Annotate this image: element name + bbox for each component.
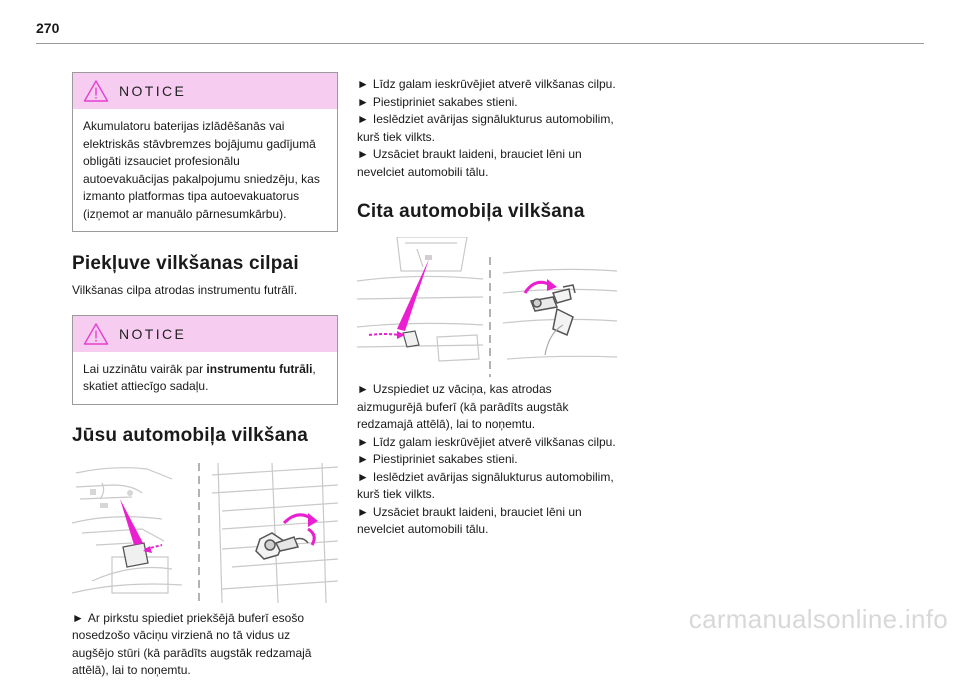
notice-line: Akumulatoru baterijas izlādēšanās vai	[83, 119, 285, 133]
step-text: Piestipriniet sakabes stieni.	[372, 452, 518, 466]
callout-pointer	[120, 499, 143, 545]
warning-triangle-icon	[83, 79, 109, 103]
step-line	[357, 434, 623, 452]
section-heading-tow-eye-access: Piekļuve vilkšanas cilpai	[72, 253, 299, 274]
step-text: Uzsāciet braukt laideni, brauciet lēni un	[372, 504, 582, 519]
step-line	[357, 451, 623, 469]
notice-text: Lai uzzinātu vairāk par	[83, 361, 207, 376]
step-line	[357, 504, 623, 522]
front-bumper-drawing	[72, 463, 338, 606]
notice-line: elektriskās stāvbremzes bojājumu gadījumā	[83, 136, 316, 151]
notice-line: skatiet attiecīgo sadaļu.	[83, 379, 209, 393]
front-bumper-illustration	[72, 463, 338, 606]
step-list-bottom	[357, 381, 623, 539]
step-line	[72, 610, 338, 628]
step-text: Ar pirkstu spiediet priekšējā buferī esošo	[87, 610, 304, 625]
callout-pointer	[397, 259, 429, 331]
step-line	[357, 381, 623, 399]
bullet-arrow-icon: ►	[357, 94, 369, 109]
left-column	[72, 72, 338, 680]
step-line	[357, 111, 623, 129]
step-line: attēlā), lai to noņemtu.	[72, 663, 191, 677]
step-line: augšējo stūri (kā parādīts augstāk redzamajā	[72, 645, 312, 660]
notice-box-battery	[72, 72, 338, 232]
bullet-arrow-icon: ►	[357, 147, 369, 161]
bullet-arrow-icon: ►	[357, 504, 369, 519]
step-text: Uzsāciet braukt laideni, brauciet lēni un	[372, 147, 582, 161]
step-line: nevelciet automobili tālu.	[357, 522, 489, 536]
bullet-arrow-icon: ►	[357, 469, 369, 484]
section-heading-towing-another-vehicle: Cita automobiļa vilkšana	[357, 201, 585, 222]
section-heading-towing-your-vehicle: Jūsu automobiļa vilkšana	[72, 424, 309, 446]
bullet-arrow-icon: ►	[72, 610, 84, 625]
notice-header	[73, 73, 337, 109]
step-list-top	[357, 76, 623, 181]
notice-title: NOTICE	[119, 325, 187, 342]
step-text: Ieslēdziet avārijas signālukturus automobilim,	[372, 112, 614, 126]
notice-title: NOTICE	[119, 83, 187, 99]
notice-text: ,	[312, 361, 316, 376]
notice-body	[73, 352, 337, 404]
step-line: aizmugurējā buferī (kā parādīts augstāk	[357, 399, 569, 414]
page-number: 270	[36, 20, 60, 36]
notice-box-tool-case	[72, 315, 338, 405]
tow-eye-icon	[256, 533, 308, 559]
rear-bumper-illustration	[357, 237, 623, 377]
bullet-arrow-icon: ►	[357, 434, 369, 449]
section-text: Vilkšanas cilpa atrodas instrumentu futrālī.	[72, 283, 298, 297]
step-text: Līdz galam ieskrūvējiet atverē vilkšanas cilpu.	[372, 434, 616, 449]
step-line	[357, 146, 623, 164]
warning-triangle-icon	[83, 322, 109, 346]
step-text: Piestipriniet sakabes stieni.	[372, 94, 518, 109]
notice-body	[73, 109, 337, 231]
bullet-arrow-icon: ►	[357, 382, 369, 396]
bullet-arrow-icon: ►	[357, 452, 369, 466]
step-line: redzamajā attēlā), lai to noņemtu.	[357, 417, 536, 431]
step-line	[357, 94, 623, 112]
bumper-cover	[123, 543, 148, 567]
rear-bumper-drawing	[357, 237, 623, 377]
notice-bold-text: instrumentu futrāli	[206, 361, 313, 376]
step-line: nosedzošo vāciņu virzienā no tā vidus uz	[72, 628, 291, 642]
step-line: kurš tiek vilkts.	[357, 129, 436, 144]
bumper-cover	[403, 331, 419, 347]
step-text: Līdz galam ieskrūvējiet atverē vilkšanas cilpu.	[372, 77, 616, 91]
step-text: Uzspiediet uz vāciņa, kas atrodas	[372, 382, 552, 396]
step-line: nevelciet automobili tālu.	[357, 164, 489, 179]
top-rule	[36, 43, 924, 44]
step-line	[357, 76, 623, 94]
step-line	[357, 469, 623, 487]
tow-eye-icon	[531, 285, 575, 335]
step-text: Ieslēdziet avārijas signālukturus automobilim,	[372, 469, 614, 484]
right-column	[357, 76, 623, 539]
notice-line	[83, 361, 327, 379]
notice-line: autoevakuācijas pakalpojumu sniedzēju, kas	[83, 171, 320, 186]
step-remove-front-cover	[72, 610, 338, 680]
step-line: kurš tiek vilkts.	[357, 487, 436, 501]
rotation-arrow-icon	[284, 514, 312, 522]
notice-line: izmanto platformas tipa autoevakuatorus	[83, 189, 300, 203]
notice-line: (izņemot ar manuālo pārnesumkārbu).	[83, 206, 287, 221]
bullet-arrow-icon: ►	[357, 112, 369, 126]
watermark: carmanualsonline.info	[688, 604, 948, 634]
bullet-arrow-icon: ►	[357, 77, 369, 91]
notice-line: obligāti izsauciet profesionālu	[83, 154, 240, 168]
notice-header	[73, 316, 337, 352]
